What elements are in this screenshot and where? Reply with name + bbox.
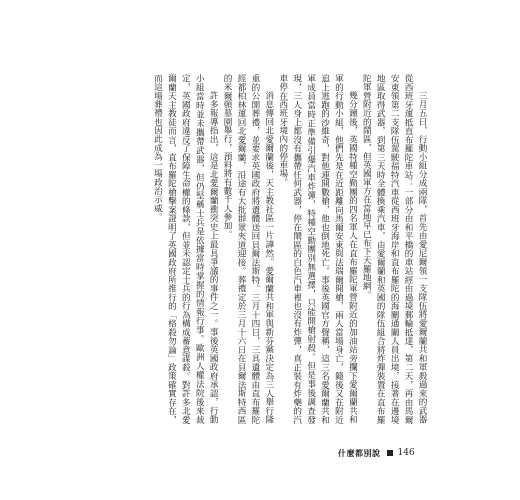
page-footer bbox=[338, 446, 458, 460]
paragraph-4: 許多報導指出，這是北愛爾蘭衝突史上最具爭議的事件之一。事後英國政府承認，行動小組當時並未攜帶武器，但仍堅稱士兵是依據當時掌握的情報行事。歐洲人權法院後來裁定，英國政府違反了保障生命權的條款，但並未認定士兵的行為構成蓄意謀殺。對許多北愛爾蘭天主教徒而言，直布羅陀槍擊案證明了英國政府所推行的「格殺勿論」政策確實存在，而這場葬禮也因此成為一場政治示威。 bbox=[152, 74, 219, 424]
paragraph-2: 幾分鐘後，英國特種空勤團的四名軍人在直布羅陀軍營附近的加油站旁攔下愛爾蘭共和軍的行動小組，他們先是在近距離向馬爾安東與法瑞爾開槍，兩人當場身亡，隨後又在附近追上逃跑的沙維奇，對他連開數槍，他也倒地死亡。事後英國官方聲稱，這三名愛爾蘭共和軍成員當時正準備引爆汽車炸彈，特種空勤團別無選擇，只能開槍射殺。但是事後調查發現，三人身上都沒有攜帶任何武器，停在鬧區的白色汽車裡也沒有炸彈，真正裝有炸藥的汽車停在西班牙境內的停車場。 bbox=[277, 74, 358, 424]
paragraph-1: 三月五日，行動小組分成兩隊，首先由愛尼爾領一支隊伍將愛爾蘭共和軍殺過來的武器從西班牙運抵直布羅陀車站：一部分由和平橋的車站經由過境郵輪抵達，第二天，再由馬爾安東領第二支隊伍駕駛福特汽車從西班牙海岸和直布羅陀的海關通關人員出境，接著在邊境地區取得武器，到第三天時全體換乘汽車，由愛爾蘭和英國的隊伍組合將炸彈裝置在直布羅陀軍營附近的鬧區，但英國軍方在當地早已布下天羅地網。 bbox=[361, 74, 427, 424]
running-title: 什麼都別說 bbox=[338, 448, 381, 458]
body-text bbox=[68, 74, 428, 424]
footer-square-icon bbox=[387, 450, 393, 456]
page-number: 146 bbox=[397, 448, 415, 458]
paragraph-3: 消息傳回北愛爾蘭後，天主教社區一片譁然。愛爾蘭共和軍與新芬黨決定為三人舉行隆重的公開葬禮，並要求英國政府將遺體送回貝爾法斯特。三月十四日，三具遺體由直布羅陀經都柏林運回北愛爾蘭，沿途有大批群眾夾道迎接。葬禮定於三月十六日在貝爾法斯特西區的米爾頓墓園舉行，預料將有數千人參加。 bbox=[222, 74, 274, 424]
